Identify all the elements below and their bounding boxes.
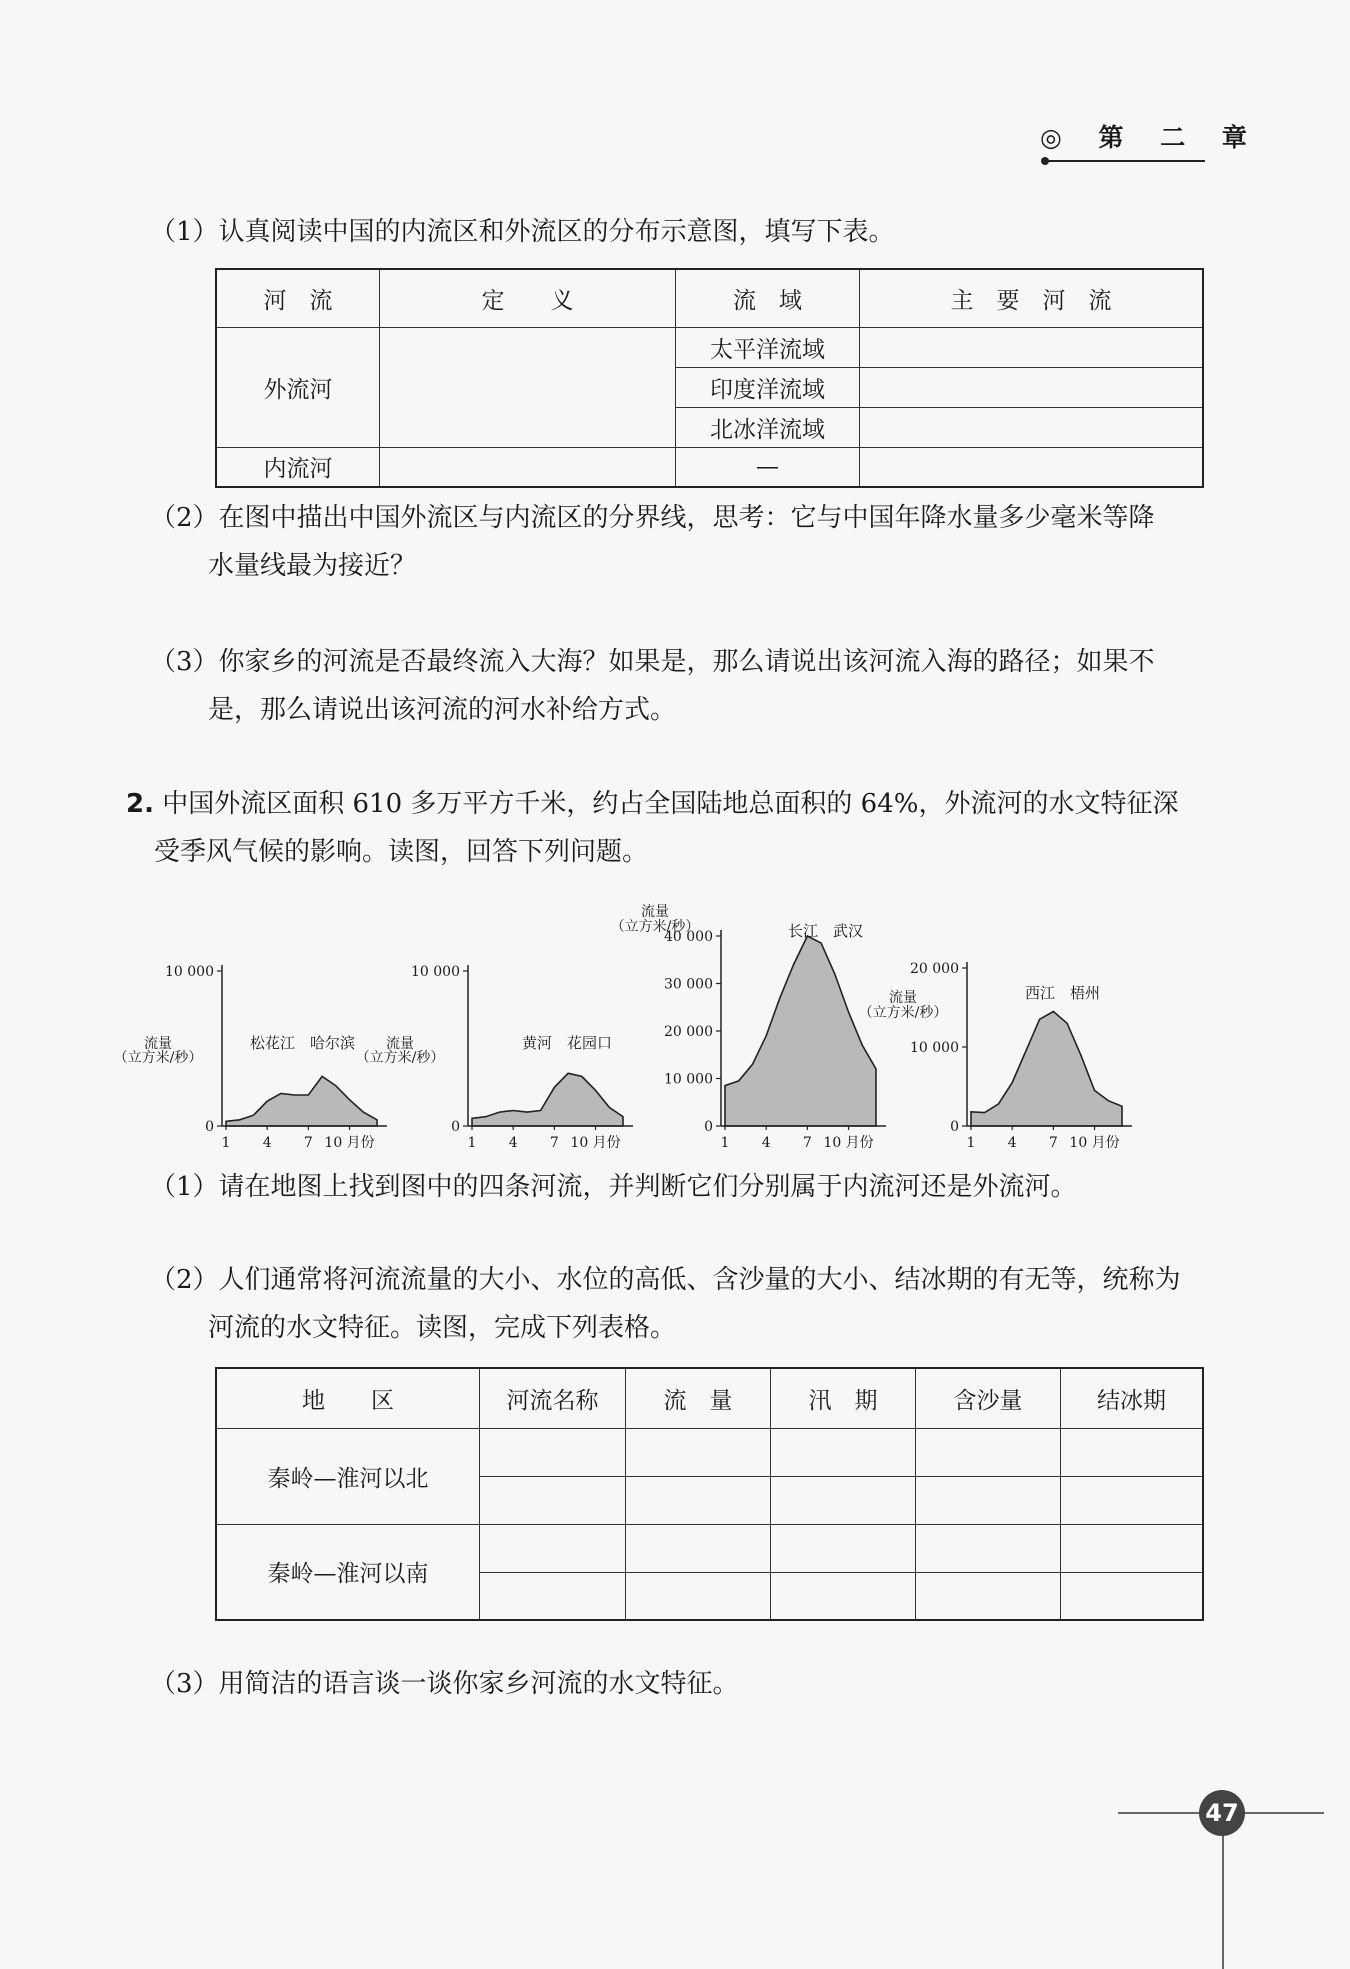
t2-cell[interactable] <box>480 1428 626 1476</box>
river-flow-charts <box>0 890 1350 1160</box>
chapter-header: ◎ 第 二 章 <box>1040 123 1261 152</box>
chart-2-x-tick-label: 1 <box>467 1135 477 1151</box>
chart-1-x-tick-label: 10 月份 <box>324 1135 375 1151</box>
t2-cell[interactable] <box>771 1476 916 1524</box>
chart-2-x-tick-label: 4 <box>508 1135 518 1151</box>
t1-main-arctic-cell[interactable] <box>860 407 1204 447</box>
q1-part1: （1）认真阅读中国的内流区和外流区的分布示意图，填写下表。 <box>150 217 895 247</box>
t2-cell[interactable] <box>1061 1572 1204 1620</box>
chart-3-y-tick-label: 10 000 <box>664 1071 713 1088</box>
chart-4-ylabel-unit: （立方米/秒） <box>858 1005 948 1021</box>
chart-3-area <box>725 936 876 1126</box>
chart-4-x-tick-label: 7 <box>1048 1135 1058 1151</box>
t2-cell[interactable] <box>1061 1524 1204 1572</box>
q1-table <box>215 268 1204 488</box>
chart-1-x-tick-label: 4 <box>262 1135 272 1151</box>
t1-basin-pacific: 太平洋流域 <box>676 327 860 367</box>
t1-inner-basin: — <box>676 447 860 487</box>
chart-2-y-tick-label: 10 000 <box>411 964 460 980</box>
t1-header-main-rivers: 主 要 河 流 <box>860 269 1204 327</box>
q2-intro <box>126 780 1178 876</box>
q2-part2-line2: 河流的水文特征。读图，完成下列表格。 <box>208 1313 677 1343</box>
t2-cell[interactable] <box>1061 1428 1204 1476</box>
t2-cell[interactable] <box>916 1428 1061 1476</box>
chart-3-y-tick-label: 0 <box>704 1119 713 1135</box>
t2-cell[interactable] <box>771 1524 916 1572</box>
t2-cell[interactable] <box>771 1428 916 1476</box>
t2-header-freeze: 结冰期 <box>1061 1368 1204 1428</box>
chart-3-title: 长江 武汉 <box>788 922 864 940</box>
t1-basin-indian: 印度洋流域 <box>676 367 860 407</box>
t2-cell[interactable] <box>480 1524 626 1572</box>
chart-3-y-tick-label: 20 000 <box>664 1024 713 1040</box>
t2-cell[interactable] <box>480 1476 626 1524</box>
chart-1-y-tick-label: 0 <box>205 1119 214 1135</box>
t1-outer-definition-cell[interactable] <box>380 327 676 447</box>
chart-3-x-tick-label: 7 <box>802 1135 812 1151</box>
chart-3-y-tick-label: 40 000 <box>664 929 713 945</box>
t1-main-indian-cell[interactable] <box>860 367 1204 407</box>
t1-inner-river-label: 内流河 <box>216 447 380 487</box>
chart-2-y-tick-label: 0 <box>451 1119 460 1135</box>
t2-row-south-label: 秦岭—淮河以南 <box>216 1524 480 1620</box>
t2-cell[interactable] <box>916 1476 1061 1524</box>
chart-3-ylabel-unit: （立方米/秒） <box>610 919 700 935</box>
t2-cell[interactable] <box>626 1572 771 1620</box>
t2-header-flood-season: 汛 期 <box>771 1368 916 1428</box>
t1-inner-definition-cell[interactable] <box>380 447 676 487</box>
t1-main-pacific-cell[interactable] <box>860 327 1204 367</box>
chart-1-ylabel: 流量 <box>144 1036 172 1052</box>
t1-outer-river-label: 外流河 <box>216 327 380 447</box>
chart-3-ylabel: 流量 <box>641 904 669 920</box>
t2-header-river-name: 河流名称 <box>480 1368 626 1428</box>
t2-header-sediment: 含沙量 <box>916 1368 1061 1428</box>
q2-part2-line1: （2）人们通常将河流流量的大小、水位的高低、含沙量的大小、结冰期的有无等，统称为 <box>150 1265 1181 1295</box>
chart-4-x-tick-label: 4 <box>1007 1135 1017 1151</box>
chart-1-x-tick-label: 1 <box>221 1135 231 1151</box>
chart-3-x-tick-label: 4 <box>761 1135 771 1151</box>
q2-number: 2. <box>126 789 154 819</box>
chart-2-area <box>472 1073 623 1126</box>
t2-cell[interactable] <box>626 1428 771 1476</box>
chart-3-y-tick-label: 30 000 <box>664 976 713 993</box>
t2-header-region: 地 区 <box>216 1368 480 1428</box>
chart-2-x-tick-label: 10 月份 <box>570 1135 621 1151</box>
t1-inner-main-cell[interactable] <box>860 447 1204 487</box>
q1-part3 <box>150 638 1155 734</box>
t1-header-basin: 流 域 <box>676 269 860 327</box>
q1-part3-line1: （3）你家乡的河流是否最终流入大海？如果是，那么请说出该河流入海的路径；如果不 <box>150 647 1155 677</box>
chart-4-area <box>971 1012 1122 1127</box>
chart-4-y-tick-label: 0 <box>950 1119 959 1135</box>
q1-part3-line2: 是，那么请说出该河流的河水补给方式。 <box>208 695 677 725</box>
t2-cell[interactable] <box>916 1572 1061 1620</box>
t1-basin-arctic: 北冰洋流域 <box>676 407 860 447</box>
chart-1-x-tick-label: 7 <box>303 1135 313 1151</box>
chart-4-y-tick-label: 20 000 <box>910 961 959 977</box>
q2-intro-line1: 中国外流区面积 610 多万平方千米，约占全国陆地总面积的 64%，外流河的水文特征深 <box>162 789 1179 819</box>
page-number: 47 <box>1199 1790 1245 1836</box>
chart-4-x-tick-label: 10 月份 <box>1069 1135 1120 1151</box>
chart-2-x-tick-label: 7 <box>549 1135 559 1151</box>
q2-intro-line2: 受季风气候的影响。读图，回答下列问题。 <box>154 837 649 867</box>
q1-part2 <box>150 494 1155 590</box>
q1-part2-line1: （2）在图中描出中国外流区与内流区的分界线，思考：它与中国年降水量多少毫米等降 <box>150 503 1155 533</box>
t1-header-definition: 定 义 <box>380 269 676 327</box>
t2-cell[interactable] <box>1061 1476 1204 1524</box>
q2-table <box>215 1367 1204 1621</box>
chart-2-ylabel-unit: （立方米/秒） <box>355 1050 445 1066</box>
chart-1-area <box>226 1076 377 1126</box>
chart-3-x-tick-label: 1 <box>720 1135 730 1151</box>
chart-2-ylabel: 流量 <box>386 1036 414 1052</box>
t2-cell[interactable] <box>626 1524 771 1572</box>
q2-part3: （3）用简洁的语言谈一谈你家乡河流的水文特征。 <box>150 1669 739 1699</box>
chart-2-title: 黄河 花园口 <box>522 1034 613 1052</box>
t2-cell[interactable] <box>771 1572 916 1620</box>
q2-part1: （1）请在地图上找到图中的四条河流，并判断它们分别属于内流河还是外流河。 <box>150 1172 1077 1202</box>
t2-cell[interactable] <box>626 1476 771 1524</box>
t2-row-north-label: 秦岭—淮河以北 <box>216 1428 480 1524</box>
chart-4-x-tick-label: 1 <box>966 1135 976 1151</box>
q2-part2 <box>150 1256 1181 1352</box>
t2-cell[interactable] <box>480 1572 626 1620</box>
chart-1-title: 松花江 哈尔滨 <box>250 1034 356 1052</box>
page-number-vrule <box>1222 1836 1224 1969</box>
chart-4-title: 西江 梧州 <box>1025 984 1101 1002</box>
t1-header-river: 河 流 <box>216 269 380 327</box>
t2-header-flow: 流 量 <box>626 1368 771 1428</box>
chart-4-y-tick-label: 10 000 <box>910 1040 959 1056</box>
chart-3-x-tick-label: 10 月份 <box>823 1135 874 1151</box>
chart-1-y-tick-label: 10 000 <box>165 964 214 980</box>
header-rule <box>1045 160 1205 162</box>
chart-1-ylabel-unit: （立方米/秒） <box>113 1050 203 1066</box>
t2-cell[interactable] <box>916 1524 1061 1572</box>
chart-4-ylabel: 流量 <box>889 990 917 1006</box>
q1-part2-line2: 水量线最为接近？ <box>208 551 417 581</box>
